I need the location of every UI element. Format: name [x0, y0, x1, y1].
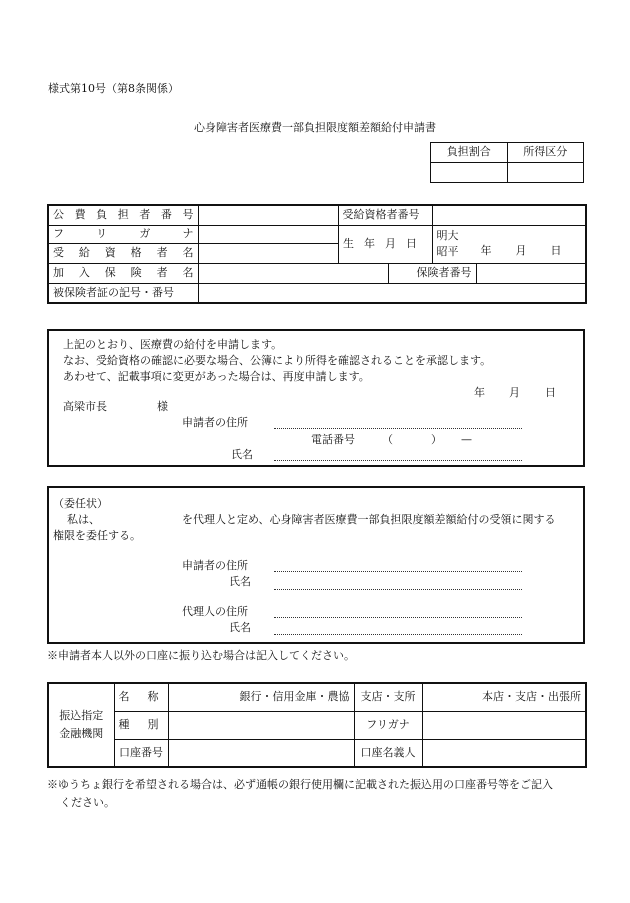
applicant-name-label: 氏名	[231, 448, 253, 461]
burden-ratio-cell[interactable]	[431, 163, 508, 183]
application-line-1: 上記のとおり、医療費の給付を申請します。	[63, 338, 283, 351]
applicant-address-line[interactable]	[274, 428, 522, 429]
agent-name-label: 氏名	[229, 621, 251, 634]
application-day: 日	[545, 386, 556, 399]
payer-number-cell[interactable]	[198, 205, 338, 225]
burden-ratio-header: 負担割合	[431, 143, 508, 163]
delegation-heading: （委任状）	[53, 497, 108, 510]
era-meiji-taisho: 明大	[436, 228, 459, 242]
bank-section-label-1: 振込指定	[59, 709, 104, 723]
office-types[interactable]: 本店・支店・出張所	[422, 683, 586, 711]
applicant-table	[47, 204, 587, 304]
mayor-sama: 様	[157, 400, 168, 413]
income-class-header: 所得区分	[507, 143, 584, 163]
delegation-applicant-name-line[interactable]	[274, 589, 522, 590]
birth-year: 年	[480, 243, 492, 257]
note-yucho-2: ください。	[60, 796, 115, 809]
recipient-number-cell[interactable]	[432, 205, 586, 225]
account-furigana-label: フリガナ	[354, 711, 422, 739]
agent-name-line[interactable]	[274, 634, 522, 635]
phone-open: （	[382, 433, 393, 446]
payer-number-label: 公 費 負 担 者 番 号	[48, 205, 198, 225]
agent-address-line[interactable]	[274, 617, 522, 618]
application-line-2: なお、受給資格の確認に必要な場合、公簿により所得を確認されることを承認します。	[63, 354, 492, 367]
application-month: 月	[509, 386, 520, 399]
account-type-label: 種別	[114, 711, 168, 739]
birth-day: 日	[550, 243, 562, 257]
bank-section-label-2: 金融機関	[59, 727, 104, 740]
account-holder-cell[interactable]	[422, 739, 586, 767]
birth-month: 月	[515, 243, 527, 257]
delegation-text-2: 権限を委任する。	[53, 529, 141, 542]
furigana-label: フ リ ガ ナ	[48, 225, 198, 243]
phone-dash: —	[461, 433, 472, 446]
form-number: 様式第10号（第8条関係）	[48, 82, 179, 95]
branch-types[interactable]: 支店・支所	[354, 683, 422, 711]
applicant-name-line[interactable]	[274, 460, 522, 461]
bank-types[interactable]: 銀行・信用金庫・農協	[168, 683, 354, 711]
ratio-table	[430, 142, 584, 183]
application-box	[47, 329, 585, 467]
note-account-other: ※申請者本人以外の口座に振り込む場合は記入してください。	[47, 649, 355, 662]
bank-name-label: 名称	[114, 683, 168, 711]
bank-section-label	[48, 683, 114, 767]
era-showa-heisei: 昭平	[436, 245, 459, 258]
application-year: 年	[474, 386, 485, 399]
insured-person-cell[interactable]	[198, 263, 388, 283]
account-type-cell[interactable]	[168, 711, 354, 739]
delegation-watashi: 私は、	[67, 513, 100, 526]
bank-table	[47, 682, 587, 768]
recipient-name-label: 受 給 資 格 者 名	[48, 243, 198, 263]
furigana-cell[interactable]	[198, 225, 338, 243]
delegation-text: を代理人と定め、心身障害者医療費一部負担限度額差額給付の受領に関する	[182, 513, 556, 526]
phone-close: ）	[431, 433, 442, 446]
agent-address-label: 代理人の住所	[182, 605, 248, 618]
account-number-cell[interactable]	[168, 739, 354, 767]
delegation-box	[47, 486, 585, 644]
application-line-3: あわせて、記載事項に変更があった場合は、再度申請します。	[63, 370, 370, 383]
insured-person-label: 加 入 保 険 者 名	[48, 263, 198, 283]
form-title: 心身障害者医療費一部負担限度額差額給付申請書	[194, 121, 436, 134]
delegation-applicant-name-label: 氏名	[229, 575, 251, 588]
recipient-number-label: 受給資格者番号	[338, 205, 432, 225]
account-holder-label: 口座名義人	[354, 739, 422, 767]
applicant-address-label: 申請者の住所	[182, 416, 248, 429]
note-yucho-1: ※ゆうちょ銀行を希望される場合は、必ず通帳の銀行使用欄に記載された振込用の口座番号等をご記入	[47, 778, 553, 791]
delegation-applicant-address-label: 申請者の住所	[182, 559, 248, 572]
account-furigana-cell[interactable]	[422, 711, 586, 739]
insurance-card-cell[interactable]	[198, 283, 586, 303]
birthdate-cell[interactable]	[432, 225, 586, 263]
recipient-name-cell[interactable]	[198, 243, 338, 263]
insurer-number-cell[interactable]	[476, 263, 586, 283]
phone-label: 電話番号	[311, 433, 355, 446]
delegation-applicant-address-line[interactable]	[274, 571, 522, 572]
insurance-card-label: 被保険者証の記号・番号	[48, 283, 198, 303]
insurer-number-label: 保険者番号	[388, 263, 476, 283]
birthdate-label: 生年月日	[338, 225, 432, 263]
account-number-label: 口座番号	[114, 739, 168, 767]
mayor-label: 高梁市長	[63, 400, 107, 413]
income-class-cell[interactable]	[507, 163, 584, 183]
